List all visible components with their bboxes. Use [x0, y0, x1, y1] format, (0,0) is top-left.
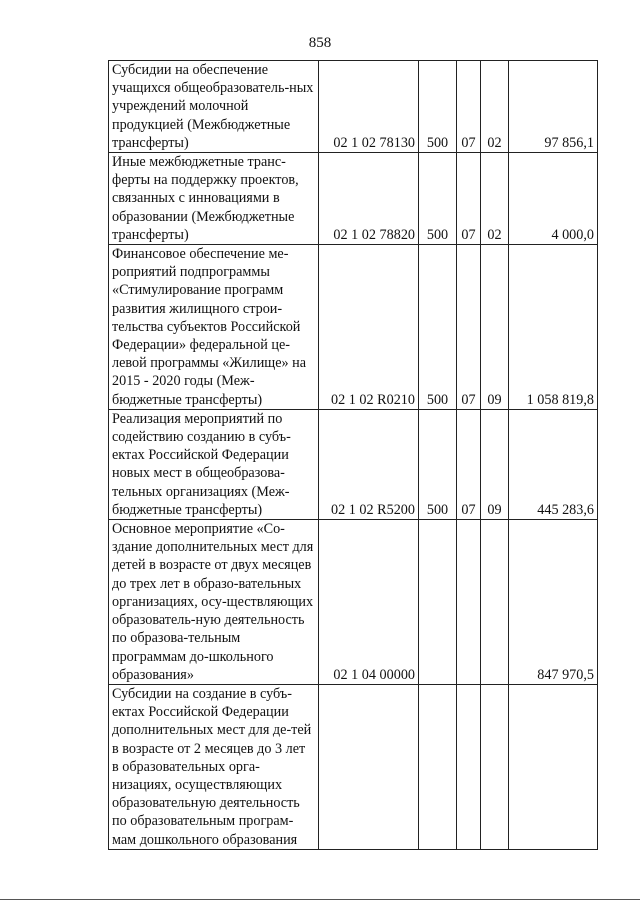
- table-row: [109, 684, 598, 849]
- row-description: Финансовое обеспечение ме-роприятий подпрограммы «Стимулирование программ развития жилищного строи-тельства субъектов Российской Федерации» федеральной це-левой программы «Жилище» на 2015 - 2020 годы (Меж-бюджетные трансферты): [109, 245, 319, 410]
- row-description: Субсидии на создание в субъ-ектах Российской Федерации дополнительных мест для де-тей в возрасте от 2 месяцев до 3 лет в образовательных орга-низациях, осуществляющих образовательную деятельность по образовательным програм-мам дошкольного образования: [109, 684, 319, 849]
- row-section: 07: [457, 61, 481, 153]
- row-expense-type: 500: [419, 153, 457, 245]
- row-section: [457, 520, 481, 685]
- row-section: 07: [457, 153, 481, 245]
- row-code: 02 1 02 78130: [319, 61, 419, 153]
- row-expense-type: 500: [419, 409, 457, 519]
- row-subsection: 09: [481, 409, 509, 519]
- row-section: [457, 684, 481, 849]
- row-expense-type: [419, 520, 457, 685]
- row-amount: 445 283,6: [509, 409, 598, 519]
- table-row: [109, 520, 598, 685]
- row-subsection: [481, 520, 509, 685]
- table-row: [109, 61, 598, 153]
- row-amount: 847 970,5: [509, 520, 598, 685]
- table-row: [109, 153, 598, 245]
- row-amount: [509, 684, 598, 849]
- row-section: 07: [457, 409, 481, 519]
- row-expense-type: 500: [419, 61, 457, 153]
- row-code: 02 1 02 78820: [319, 153, 419, 245]
- page-bottom-rule: [0, 899, 640, 900]
- row-subsection: 02: [481, 61, 509, 153]
- row-amount: 97 856,1: [509, 61, 598, 153]
- row-expense-type: [419, 684, 457, 849]
- row-description: Иные межбюджетные транс-ферты на поддержку проектов, связанных с инновациями в образовании (Межбюджетные трансферты): [109, 153, 319, 245]
- row-subsection: [481, 684, 509, 849]
- row-amount: 4 000,0: [509, 153, 598, 245]
- row-description: Субсидии на обеспечение учащихся общеобразователь-ных учреждений молочной продукцией (Межбюджетные трансферты): [109, 61, 319, 153]
- row-subsection: 09: [481, 245, 509, 410]
- row-code: [319, 684, 419, 849]
- budget-table: [108, 60, 598, 850]
- row-description: Основное мероприятие «Со-здание дополнительных мест для детей в возрасте от двух месяцев до трех лет в образо-вательных организациях, осу-ществляющих образователь-ную деятельность по образова-тельным программам до-школьного образования»: [109, 520, 319, 685]
- row-section: 07: [457, 245, 481, 410]
- row-description: Реализация мероприятий по содействию созданию в субъ-ектах Российской Федерации новых мест в общеобразова-тельных организациях (Меж-бюджетные трансферты): [109, 409, 319, 519]
- row-code: 02 1 04 00000: [319, 520, 419, 685]
- row-code: 02 1 02 R5200: [319, 409, 419, 519]
- row-subsection: 02: [481, 153, 509, 245]
- table-row: [109, 409, 598, 519]
- row-expense-type: 500: [419, 245, 457, 410]
- page-number: 858: [308, 35, 332, 51]
- table-row: [109, 245, 598, 410]
- row-amount: 1 058 819,8: [509, 245, 598, 410]
- row-code: 02 1 02 R0210: [319, 245, 419, 410]
